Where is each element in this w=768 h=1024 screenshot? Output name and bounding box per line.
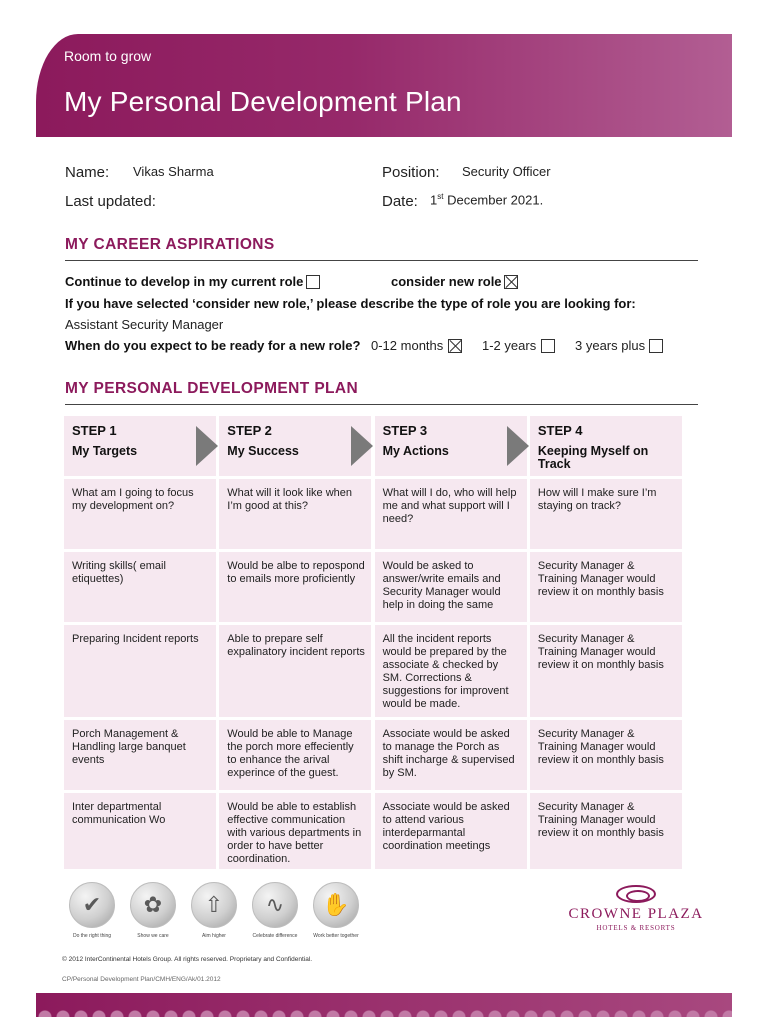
table-cell: How will I make sure I’m staying on track? bbox=[530, 479, 682, 549]
step-name: My Targets bbox=[72, 444, 138, 458]
name-value: Vikas Sharma bbox=[133, 164, 214, 179]
header-banner bbox=[36, 34, 732, 137]
table-cell: Security Manager & Training Manager would review it on monthly basis bbox=[530, 552, 682, 622]
logo-mark-icon bbox=[616, 885, 656, 903]
new-role-label: consider new role bbox=[391, 274, 502, 289]
table-cell: Associate would be asked to manage the Porch as shift incharge & supervised by SM. bbox=[375, 720, 527, 790]
table-cell: Inter departmental communication Wo bbox=[64, 793, 216, 869]
option-0-12-months-checkbox[interactable] bbox=[448, 339, 462, 353]
step-header bbox=[530, 416, 682, 476]
describe-role-prompt: If you have selected ‘consider new role,’ please describe the type of role you are looking for: bbox=[65, 296, 636, 311]
step-header bbox=[64, 416, 216, 476]
table-cell: Would be able to establish effective communication with various departments in order to have better coordination. bbox=[219, 793, 371, 869]
position-value: Security Officer bbox=[462, 164, 551, 179]
continue-role-checkbox[interactable] bbox=[306, 275, 320, 289]
continue-role-label: Continue to develop in my current role bbox=[65, 274, 304, 289]
table-cell: Security Manager & Training Manager would review it on monthly basis bbox=[530, 720, 682, 790]
option-3-years-plus-label: 3 years plus bbox=[575, 338, 646, 353]
date-rest: December 2021. bbox=[443, 192, 544, 208]
option-1-2-years-checkbox[interactable] bbox=[541, 339, 555, 353]
table-cell: Would be able to Manage the porch more effeciently to enhance the arival experince of the guest. bbox=[219, 720, 371, 790]
footer-pattern-band bbox=[36, 993, 732, 1017]
crowne-plaza-logo bbox=[566, 885, 706, 932]
option-3-years-plus-checkbox[interactable] bbox=[649, 339, 663, 353]
development-plan-table bbox=[64, 416, 700, 869]
value-label: Celebrate difference bbox=[252, 933, 298, 939]
development-plan-heading: MY PERSONAL DEVELOPMENT PLAN bbox=[65, 380, 698, 405]
value-do-the-right-thing bbox=[62, 882, 122, 939]
value-label: Aim higher bbox=[202, 933, 226, 939]
document-code: CP/Personal Development Plan/CMH/ENG/Ak/01.2012 bbox=[62, 976, 221, 983]
swirl-icon: ∿ bbox=[252, 882, 298, 928]
value-label: Do the right thing bbox=[72, 933, 112, 939]
brand-name: CROWNE PLAZA bbox=[568, 906, 704, 922]
step-number: STEP 3 bbox=[382, 423, 428, 438]
table-cell: What will it look like when I’m good at this? bbox=[219, 479, 371, 549]
arrow-right-icon bbox=[351, 426, 373, 466]
value-label: Show we care bbox=[137, 933, 169, 939]
value-work-better-together bbox=[306, 882, 366, 939]
date-day: 1 bbox=[430, 192, 438, 208]
table-cell: Porch Management & Handling large banquet events bbox=[64, 720, 216, 790]
date-suffix: st bbox=[437, 192, 444, 201]
value-label: Work better together bbox=[313, 933, 359, 939]
table-cell: Writing skills( email etiquettes) bbox=[64, 552, 216, 622]
value-show-we-care bbox=[123, 882, 183, 939]
arrow-right-icon bbox=[507, 426, 529, 466]
values-icons bbox=[62, 882, 372, 942]
ready-prompt: When do you expect to be ready for a new role? bbox=[65, 338, 361, 353]
table-cell: Would be asked to answer/write emails and Security Manager would help in doing the same bbox=[375, 552, 527, 622]
step-number: STEP 2 bbox=[227, 423, 272, 438]
date-value bbox=[430, 192, 543, 207]
value-celebrate-difference bbox=[245, 882, 305, 939]
table-cell: Preparing Incident reports bbox=[64, 625, 216, 717]
check-icon: ✔ bbox=[69, 882, 115, 928]
step-name: My Actions bbox=[382, 444, 449, 458]
step-name: My Success bbox=[227, 444, 299, 458]
page-title: My Personal Development Plan bbox=[64, 86, 462, 117]
hands-icon: ✋ bbox=[313, 882, 359, 928]
step-number: STEP 4 bbox=[537, 423, 583, 438]
table-cell: Would be albe to repospond to emails more proficiently bbox=[219, 552, 371, 622]
table-cell: Able to prepare self expalinatory incident reports bbox=[219, 625, 371, 717]
arrow-right-icon bbox=[196, 426, 218, 466]
name-label: Name: bbox=[65, 164, 110, 181]
copyright-text: © 2012 InterContinental Hotels Group. All rights reserved. Proprietary and Confidential. bbox=[62, 956, 313, 963]
describe-role-answer: Assistant Security Manager bbox=[65, 317, 224, 332]
new-role-checkbox[interactable] bbox=[504, 275, 518, 289]
step-number: STEP 1 bbox=[72, 423, 117, 438]
brand-tagline: HOTELS & RESORTS bbox=[596, 924, 676, 932]
step-header bbox=[375, 416, 527, 476]
table-cell: Security Manager & Training Manager would review it on monthly basis bbox=[530, 625, 682, 717]
last-updated-label: Last updated: bbox=[65, 193, 156, 210]
flower-icon: ✿ bbox=[130, 882, 176, 928]
table-cell: What am I going to focus my development on? bbox=[64, 479, 216, 549]
table-cell: Security Manager & Training Manager would review it on monthly basis bbox=[530, 793, 682, 869]
header-subtitle: Room to grow bbox=[64, 48, 152, 64]
value-aim-higher bbox=[184, 882, 244, 939]
table-cell: Associate would be asked to attend various interdeparmantal coordination meetings bbox=[375, 793, 527, 869]
table-cell: What will I do, who will help me and what support will I need? bbox=[375, 479, 527, 549]
option-0-12-months-label: 0-12 months bbox=[371, 338, 444, 353]
option-1-2-years-label: 1-2 years bbox=[482, 338, 537, 353]
step-name: Keeping Myself on Track bbox=[537, 444, 649, 471]
date-label: Date: bbox=[382, 193, 418, 210]
career-aspirations-heading: MY CAREER ASPIRATIONS bbox=[65, 236, 698, 261]
up-arrow-icon: ⇧ bbox=[191, 882, 237, 928]
position-label: Position: bbox=[382, 164, 440, 181]
step-header bbox=[219, 416, 371, 476]
table-cell: All the incident reports would be prepared by the associate & checked by SM. Corrections & suggestions for improvent would be made. bbox=[375, 625, 527, 717]
